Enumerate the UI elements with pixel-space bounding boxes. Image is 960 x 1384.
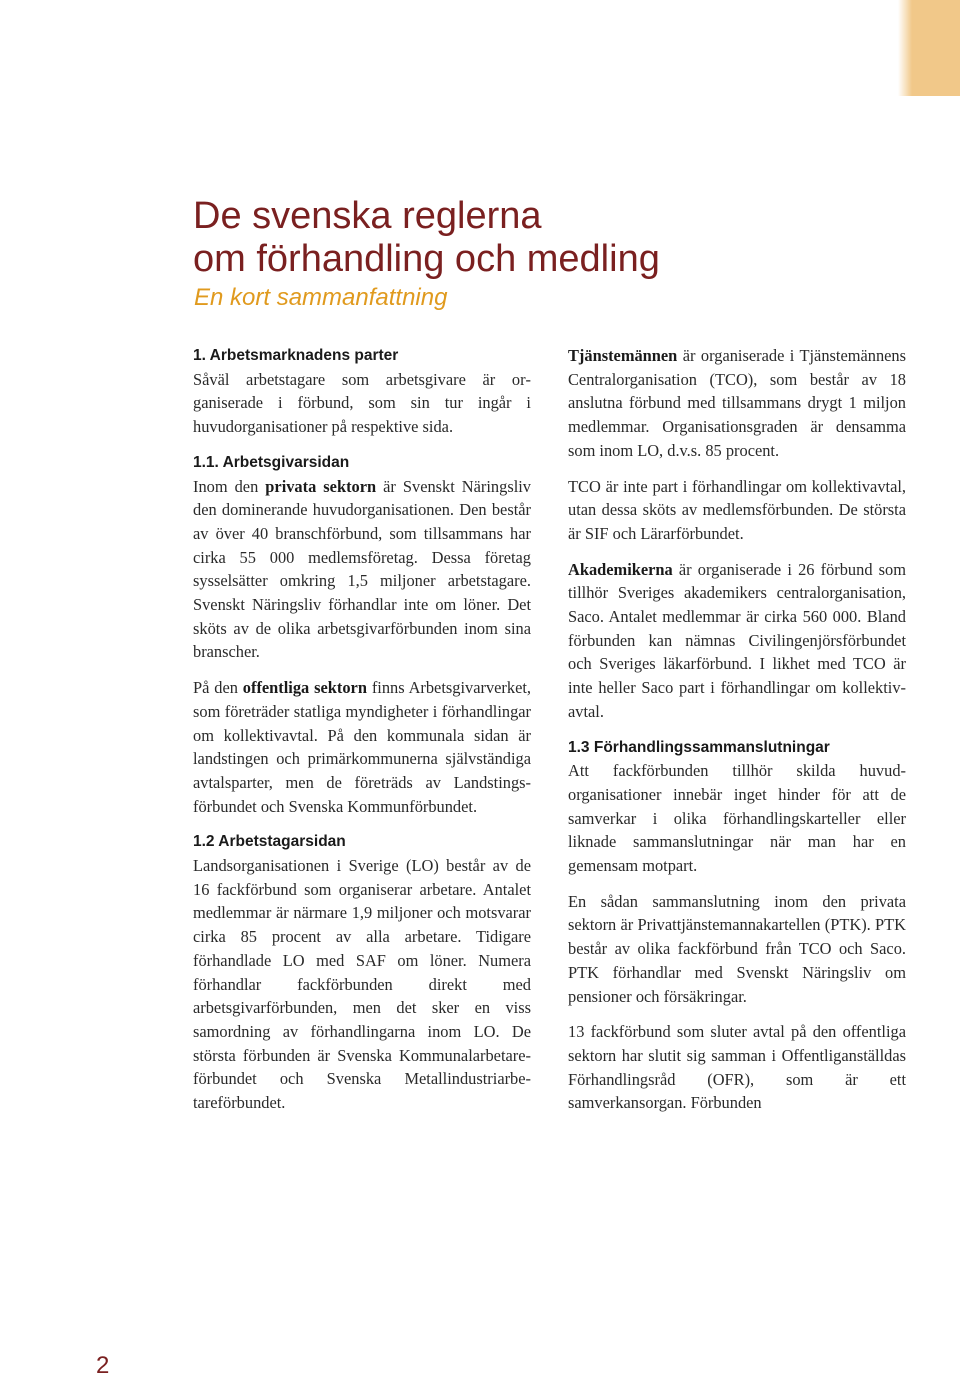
bold-term-private-sector: privata sektorn xyxy=(265,476,377,496)
title-line-1: De svenska reglerna xyxy=(193,195,542,237)
section-heading-1-1: 1.1. Arbetsgivarsidan xyxy=(193,453,350,471)
text-run: På den xyxy=(193,678,243,698)
bold-term-tjanstemannen: Tjänstemännen xyxy=(568,346,678,365)
decorative-corner-band xyxy=(912,0,960,96)
paragraph-tco xyxy=(568,344,906,463)
paragraph-cartels: Att fackförbunden tillhör skilda huvudorganisationer innebär inget hinder för att de samverkar i olika förhandlingskarteller eller liknade sammanslutningar när man har en gemensam motpart. xyxy=(568,761,906,876)
page-subtitle: En kort sammanfattning xyxy=(194,284,448,311)
paragraph-saco xyxy=(568,558,906,724)
page-title xyxy=(193,195,660,281)
title-line-2: om förhandling och medling xyxy=(193,238,660,280)
page-number: 2 xyxy=(96,1352,110,1379)
right-column xyxy=(568,344,906,1127)
paragraph-tco-negotiations: TCO är inte part i förhandlingar om kollektivavtal, utan dessa sköts av medlemsförbunden. De största är SIF och Lärarförbundet. xyxy=(568,476,906,543)
bold-term-public-sector: offentliga sektorn xyxy=(242,678,367,698)
paragraph-ptk: En sådan sammanslutning inom den privata sektorn är Privattjänstemannakartellen (PTK). PTK består av olika fackförbund från TCO och Saco. PTK förhandlar med Svenskt Näringsliv om pensioner och försäkringar. xyxy=(568,891,906,1006)
paragraph-parties: Såväl arbetstagare som arbetsgivare är organiserade i förbund, som sin tur ingår i huvudorganisationer på respektive sida. xyxy=(193,369,531,437)
paragraph-lo: Landsorganisationen i Sverige (LO) består av de 16 fackförbund som organiserar arbetare. Antalet medlemmar är närmare 1,9 miljoner och motsvarar cirka 85 procent av alla arbetare. Tidigare förhandlade LO med SAF om löner. Numera förhandlar fackförbunden direkt med arbetsgivarförbunden, men det sker en viss samordning av förhandlingarna inom LO. De största förbunden är Svenska Kommunalarbetareförbundet och Svenska Metallindustriarbetareförbundet. xyxy=(193,856,531,1113)
text-run: är Svenskt Näringsliv den dominerande huvudorganisationen. Den består av över 40 branschförbund, som tillsammans har cirka 55 000 medlemsföretag. Dessa företag sysselsätter omkring 1,5 miljoner arbetstagare. Svenskt Näringsliv förhandlar inte om löner. Det sköts av de olika arbetsgivarförbunden inom sina branscher. xyxy=(193,476,531,662)
paragraph-public-sector xyxy=(193,676,531,818)
section-heading-1: 1. Arbetsmarknadens parter xyxy=(193,347,399,364)
text-run: är organiserade i 26 förbund som tillhör Sveriges akademikers centralorganisation, Saco. Antalet medlemmar är cirka 560 000. Bland förbunden kan nämnas Civilingenjörsförbundet och Sveriges läkarförbund. I likhet med TCO är inte heller Saco part i förhandlingar om kollektivavtal. xyxy=(568,559,906,721)
left-column xyxy=(193,344,531,1127)
text-run: är organiserade i Tjänstemännens Centralorganisation (TCO), som består av 18 anslutna förbund med tillsammans drygt 1 miljon medlemmar. Organisationsgraden är densamma som inom LO, d.v.s. 85 procent. xyxy=(568,346,906,460)
bold-term-akademikerna: Akademikerna xyxy=(568,559,673,579)
paragraph-ofr: 13 fackförbund som sluter avtal på den offentliga sektorn har slutit sig samman i Offentliganställdas Förhandlingsråd (OFR), som är ett samverkansorgan. Förbunden xyxy=(568,1022,906,1113)
paragraph-private-sector xyxy=(193,475,531,665)
text-run: finns Arbetsgivarverket, som företräder statliga myndigheter i förhandlingar om kollektivavtal. På den kommunala sidan är landstingen och primärkommunerna självständiga avtalsparter, men de företräds av Landstingsförbundet och Svenska Kommunförbundet. xyxy=(193,678,531,816)
section-heading-1-3: 1.3 Förhandlingssammanslutningar xyxy=(568,738,830,756)
text-run: Inom den xyxy=(193,476,266,496)
section-heading-1-2: 1.2 Arbetstagarsidan xyxy=(193,833,346,851)
